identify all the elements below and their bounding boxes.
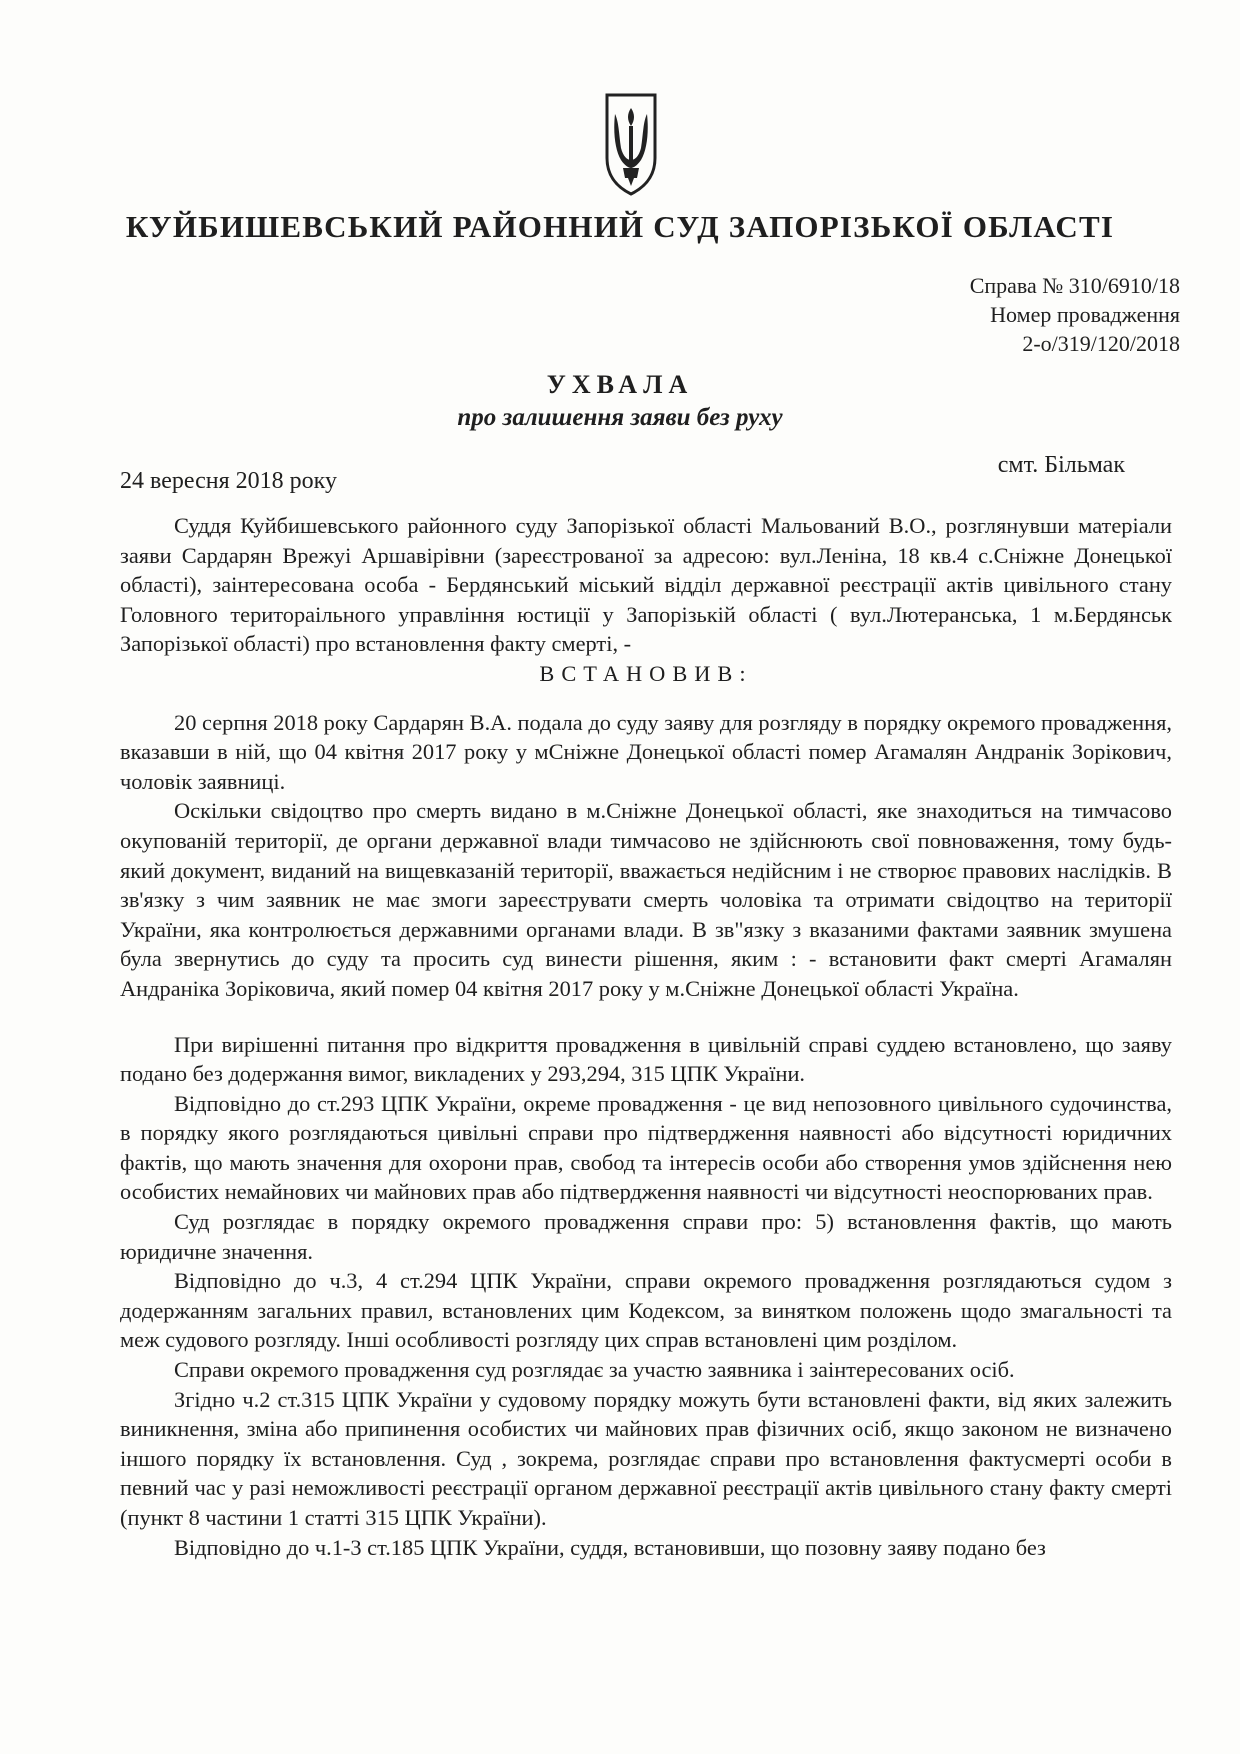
paragraph: Оскільки свідоцтво про смерть видано в м.Сніжне Донецької області, яке знаходиться на тимчасово окупованій території, де органи державної влади тимчасово не здійснюють свої повноваження, тому будь-який документ, виданий на вищевказаній території, вважається недійсним і не створює правових наслідків. В зв'язку з чим заявник не має змоги зареєструвати смерть чоловіка та отримати свідоцтво на території України, яка контролюється державними органами влади. В зв"язку з вказаними фактами заявник змушена була звернутись до суду та просить суд винести рішення, яким : - встановити факт смерті Агамалян Андраніка Зоріковича, який помер 04 квітня 2017 року у м.Сніжне Донецької області Україна. (120, 798, 1172, 1001)
established-heading: ВСТАНОВИВ: (539, 660, 753, 686)
paragraph: Відповідно до ч.3, 4 ст.294 ЦПК України, справи окремого провадження розглядаються судом з додержанням загальних правил, встановлених цим Кодексом, за винятком положень щодо змагальності та меж судового розгляду. Інші особливості розгляду цих справ встановлені цим розділом. (120, 1268, 1172, 1353)
case-number: Справа № 310/6910/18 (969, 273, 1180, 298)
paragraph: При вирішенні питання про відкриття провадження в цивільній справі суддею встановлено, що заяву подано без додержання вимог, викладених у 293,294, 315 ЦПК України. (120, 1031, 1172, 1087)
court-name: КУЙБИШЕВСЬКИЙ РАЙОННИЙ СУД ЗАПОРІЗЬКОЇ ОБЛАСТІ (125, 209, 1115, 244)
paragraph: Справи окремого провадження суд розглядає за участю заявника і заінтересованих осіб. (174, 1357, 1015, 1383)
document-place: смт. Більмак (997, 452, 1125, 478)
paragraph: Відповідно до ч.1-3 ст.185 ЦПК України, суддя, встановивши, що позовну заяву подано без (174, 1534, 1046, 1560)
trident-coat-of-arms-icon (603, 92, 659, 196)
document-date: 24 вересня 2018 року (120, 468, 337, 494)
proceeding-label: Номер провадження (990, 302, 1180, 327)
document-title: УХВАЛА (546, 370, 694, 399)
paragraph: 20 серпня 2018 року Сардарян В.А. подала до суду заяву для розгляду в порядку окремого провадження, вказавши в ній, що 04 квітня 2017 року у мСніжне Донецької області помер Агамалян Андранік Зорікович, чоловік заявниці. (120, 709, 1172, 794)
paragraph: Суд розглядає в порядку окремого провадження справи про: 5) встановлення фактів, що мають юридичне значення. (120, 1209, 1172, 1264)
document-subtitle: про залишення заяви без руху (457, 404, 783, 431)
paragraph: Згідно ч.2 ст.315 ЦПК України у судовому порядку можуть бути встановлені факти, від яких залежить виникнення, зміна або припинення особистих чи майнових прав фізичних осіб, якщо законом не визначено іншого порядку їх встановлення. Суд , зокрема, розглядає справи про встановлення фактусмерті особи в певний час у разі неможливості реєстрації органом державної реєстрації актів цивільного стану факту смерті (пункт 8 частини 1 статті 315 ЦПК України). (120, 1386, 1172, 1530)
intro-paragraph: Суддя Куйбишевського районного суду Запорізької області Мальований В.О., розглянувши матеріали заяви Сардарян Врежуі Аршавірівни (зареєстрованої за адресою: вул.Леніна, 18 кв.4 с.Сніжне Донецької області), заінтересована особа - Бердянський міський відділ державної реєстрації актів цивільного стану Головного територаільного управління юстиції у Запорізькій області ( вул.Лютеранська, 1 м.Бердянськ Запорізької області) про встановлення факту смерті, - (120, 513, 1172, 657)
document-body (120, 511, 1172, 1562)
case-info (970, 271, 1180, 358)
paragraph: Відповідно до ст.293 ЦПК України, окреме провадження - це вид непозовного цивільного судочинства, в порядку якого розглядаються цивільні справи про підтвердження наявності або відсутності юридичних фактів, що мають значення для охорони прав, свобод та інтересів особи або створення умов здійснення нею особистих немайнових чи майнових прав або підтвердження наявності чи відсутності неоспорюваних прав. (120, 1090, 1172, 1205)
proceeding-number: 2-о/319/120/2018 (1022, 331, 1180, 356)
